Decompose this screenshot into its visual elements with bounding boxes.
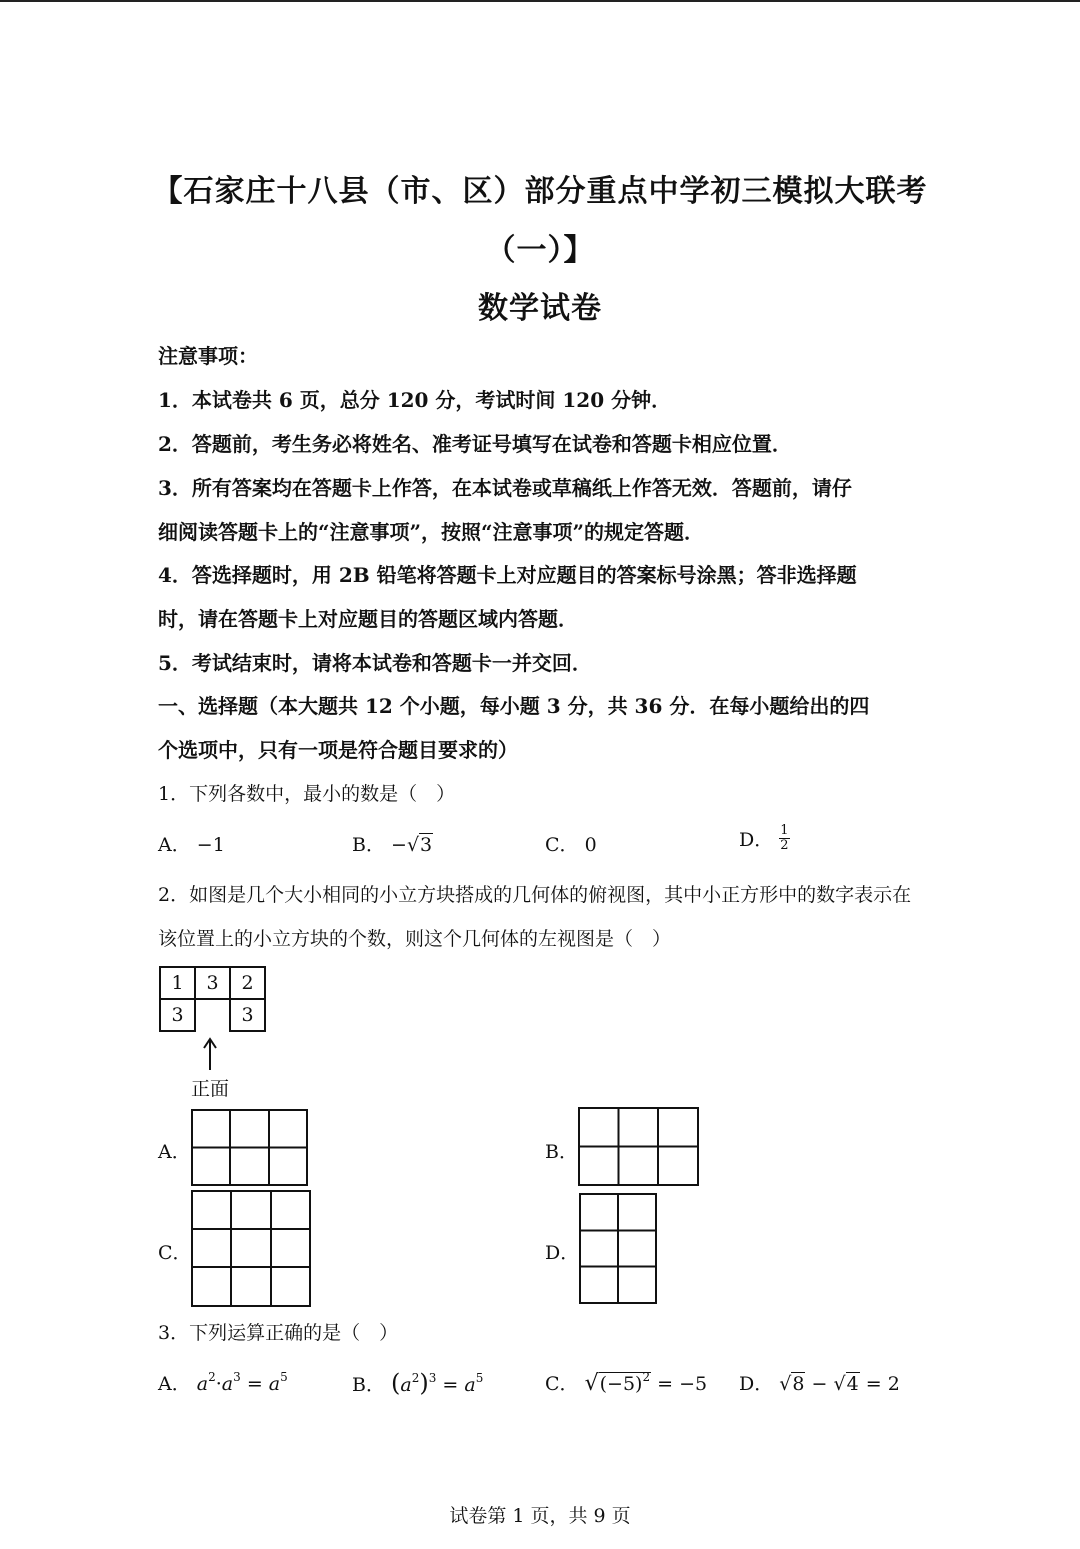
q2-option-d-figure bbox=[579, 1193, 658, 1305]
exam-subject: 数学试卷 bbox=[478, 291, 602, 326]
q1-d-numerator: 1 bbox=[780, 823, 789, 838]
q2-option-b-figure bbox=[578, 1107, 700, 1187]
sqrt-sign-icon: √ bbox=[406, 834, 420, 856]
note-item-3-line1: 3．所有答案均在答题卡上作答，在本试卷或草稿纸上作答无效．答题前，请仔 bbox=[158, 476, 852, 500]
q3-d-rad1: 8 bbox=[792, 1373, 805, 1395]
q3-a-base1: a bbox=[196, 1373, 209, 1395]
q3-c-exp: 2 bbox=[642, 1370, 651, 1384]
q3-b-inexp: 2 bbox=[411, 1371, 420, 1385]
top-border-line bbox=[0, 0, 1080, 2]
note-item-4-line1: 4．答选择题时，用 2B 铅笔将答题卡上对应题目的答案标号涂黑；答非选择题 bbox=[158, 563, 857, 587]
q2-a-label: A． bbox=[158, 1141, 191, 1163]
q1-stem: 1．下列各数中，最小的数是（ ） bbox=[158, 783, 456, 805]
q3-a-eq: = bbox=[246, 1373, 263, 1395]
q1-b-radicand: 3 bbox=[420, 834, 433, 856]
section1-line2: 个选项中，只有一项是符合题目要求的） bbox=[158, 738, 518, 762]
q3-c-label: C． bbox=[545, 1373, 579, 1395]
q3-d-label: D． bbox=[739, 1373, 774, 1395]
q3-a-res: a bbox=[268, 1373, 281, 1395]
q3-a-exp2: 3 bbox=[233, 1370, 241, 1384]
section1-line1: 一、选择题（本大题共 12 个小题，每小题 3 分，共 36 分．在每小题给出的四 bbox=[158, 694, 870, 718]
grid-cell: 1 bbox=[160, 967, 195, 999]
grid-cell-empty bbox=[195, 999, 230, 1031]
note-item-2: 2．答题前，考生务必将姓名、准考证号填写在试卷和答题卡相应位置． bbox=[158, 432, 792, 456]
notes-heading: 注意事项： bbox=[158, 344, 258, 368]
q3-a-resexp: 5 bbox=[280, 1370, 288, 1384]
q3-b-outexp: 3 bbox=[428, 1371, 437, 1385]
q3-a-dot: · bbox=[215, 1373, 222, 1395]
q1-c-value: 0 bbox=[584, 834, 597, 856]
q2-stem-line2: 该位置上的小立方块的个数，则这个几何体的左视图是（ ） bbox=[158, 928, 672, 950]
q3-b-label: B． bbox=[352, 1374, 385, 1396]
q3-option-d bbox=[739, 1369, 900, 1396]
sqrt-sign-icon: √ bbox=[779, 1373, 792, 1395]
grid-cell: 3 bbox=[160, 999, 195, 1031]
q3-a-base2: a bbox=[221, 1373, 234, 1395]
q1-b-label: B． bbox=[352, 834, 385, 856]
q2-option-a-figure bbox=[191, 1109, 309, 1187]
exam-title-line2: （一）】 bbox=[485, 233, 595, 268]
q1-d-label: D． bbox=[739, 829, 774, 851]
q1-b-prefix: − bbox=[391, 834, 407, 856]
q3-b-base: a bbox=[400, 1374, 412, 1396]
q2-stem-line1: 2．如图是几个大小相同的小立方块搭成的几何体的俯视图，其中小正方形中的数字表示在 bbox=[158, 884, 912, 906]
sqrt-sign-icon: √ bbox=[584, 1371, 599, 1396]
note-item-4-line2: 时，请在答题卡上对应题目的答题区域内答题． bbox=[158, 607, 578, 631]
note-item-5: 5．考试结束时，请将本试卷和答题卡一并交回． bbox=[158, 651, 592, 675]
q3-b-open: ( bbox=[391, 1369, 401, 1397]
q3-stem: 3．下列运算正确的是（ ） bbox=[158, 1322, 399, 1344]
q3-option-b bbox=[352, 1369, 483, 1397]
q3-b-res: a bbox=[464, 1374, 476, 1396]
q2-d-label: D． bbox=[545, 1242, 580, 1264]
q1-option-d bbox=[739, 824, 790, 853]
q3-option-c bbox=[545, 1369, 707, 1396]
exam-title-line1: 【石家庄十八县（市、区）部分重点中学初三模拟大联考 bbox=[152, 174, 928, 209]
note-item-1: 1．本试卷共 6 页，总分 120 分，考试时间 120 分钟． bbox=[158, 388, 672, 412]
q2-option-c-figure bbox=[191, 1190, 312, 1308]
q2-c-label: C． bbox=[158, 1242, 192, 1264]
grid-cell: 2 bbox=[230, 967, 265, 999]
q3-option-a bbox=[158, 1369, 288, 1396]
q1-option-a bbox=[158, 830, 225, 857]
page-footer: 试卷第 1 页，共 9 页 bbox=[449, 1505, 631, 1527]
q1-option-c bbox=[545, 830, 597, 857]
q2-top-view-grid bbox=[159, 966, 266, 1032]
q1-a-label: A． bbox=[158, 834, 191, 856]
grid-cell: 3 bbox=[230, 999, 265, 1031]
up-arrow-icon bbox=[200, 1036, 220, 1072]
q1-c-label: C． bbox=[545, 834, 579, 856]
q3-b-eq: = bbox=[442, 1374, 459, 1396]
q3-a-exp1: 2 bbox=[208, 1370, 216, 1384]
q3-a-label: A． bbox=[158, 1373, 191, 1395]
q3-d-eq: = 2 bbox=[865, 1373, 900, 1395]
q2-b-label: B． bbox=[545, 1141, 578, 1163]
note-item-3-line2: 细阅读答题卡上的“注意事项”，按照“注意事项”的规定答题． bbox=[158, 520, 705, 544]
q3-c-eq: = −5 bbox=[657, 1373, 708, 1395]
q1-option-b bbox=[352, 830, 433, 857]
q3-b-close: ) bbox=[419, 1369, 429, 1397]
grid-cell: 3 bbox=[195, 967, 230, 999]
q3-c-radicand-wrap bbox=[599, 1372, 651, 1395]
q3-c-radicand: (−5) bbox=[599, 1373, 643, 1395]
q1-a-value: −1 bbox=[196, 834, 225, 856]
q3-d-rad2: 4 bbox=[846, 1373, 859, 1395]
q2-front-label: 正面 bbox=[191, 1078, 230, 1100]
q3-d-minus: − bbox=[811, 1373, 828, 1395]
sqrt-sign-icon: √ bbox=[833, 1373, 846, 1395]
q3-b-resexp: 5 bbox=[475, 1371, 484, 1385]
q1-d-fraction bbox=[779, 824, 789, 853]
q1-d-denominator: 2 bbox=[780, 838, 789, 853]
